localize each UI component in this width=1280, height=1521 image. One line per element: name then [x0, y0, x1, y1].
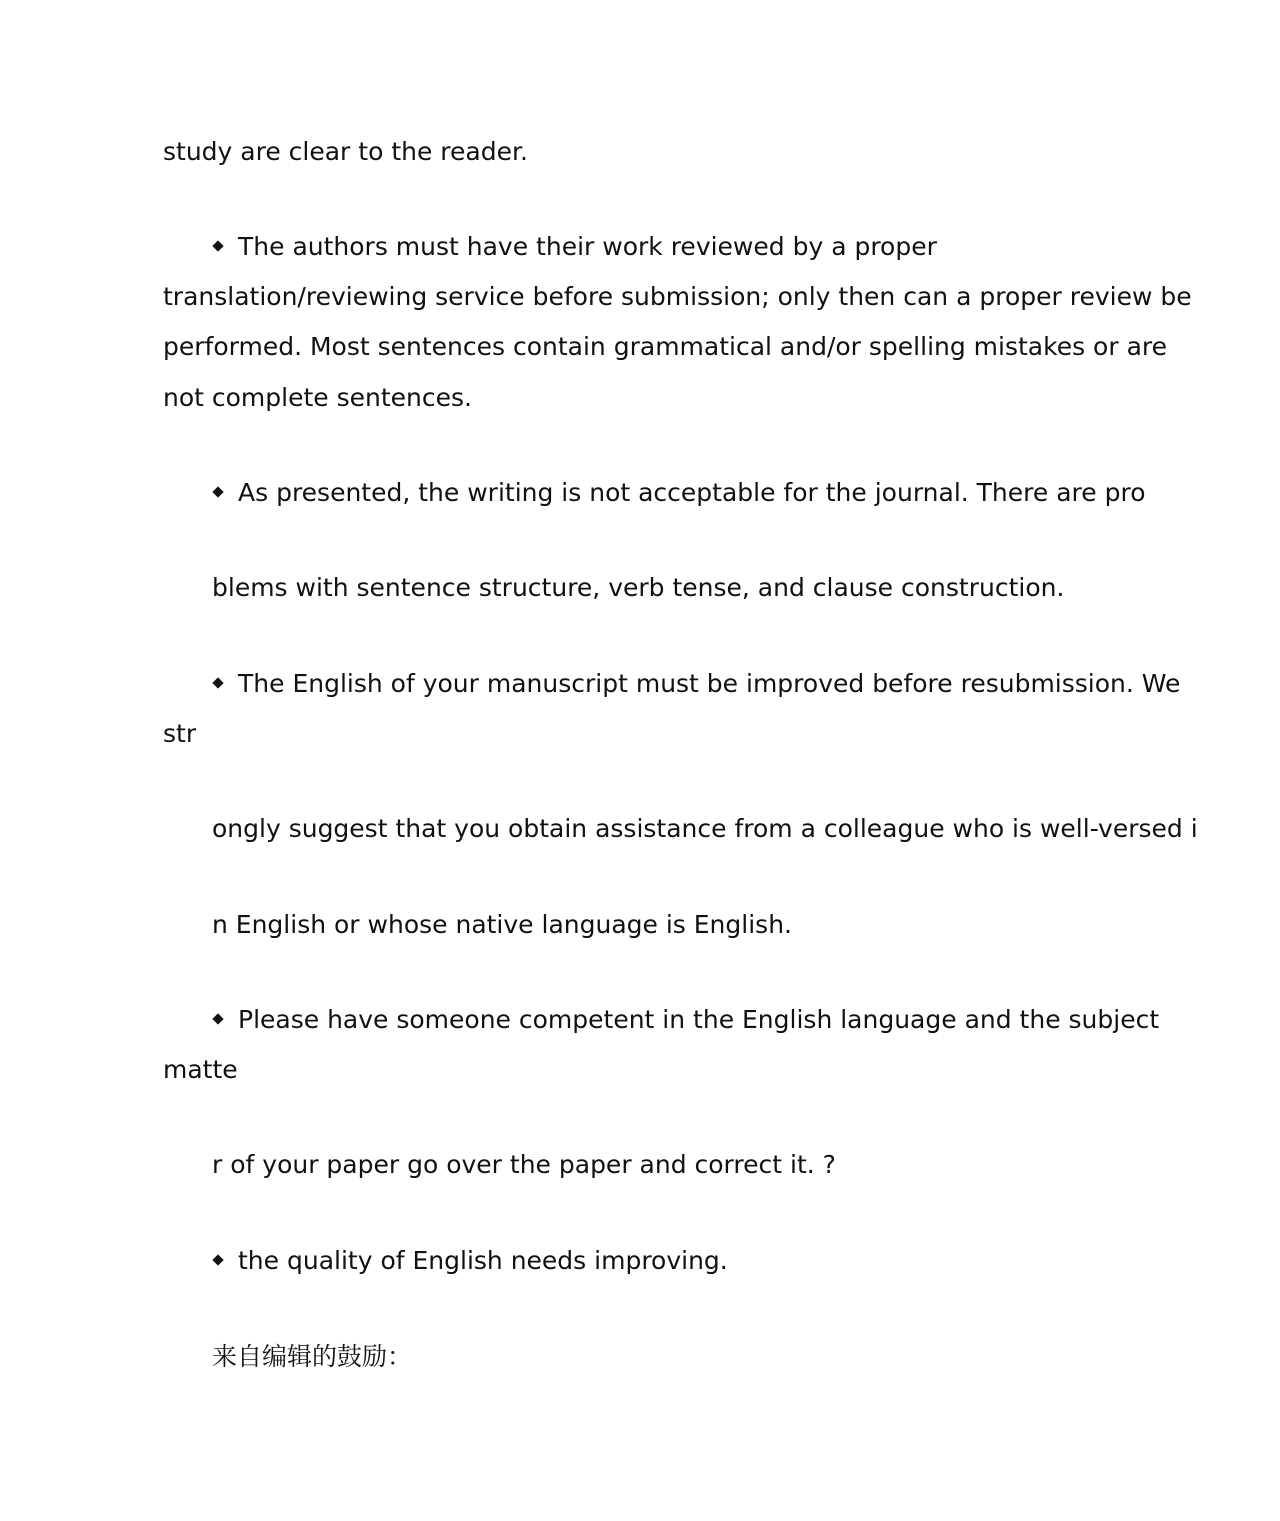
diamond-bullet-icon: [212, 1254, 224, 1266]
text-line: n English or whose native language is English.: [212, 910, 792, 939]
text-line: not complete sentences.: [163, 383, 472, 412]
bullet-item: [212, 1245, 728, 1277]
bullet-text: Please have someone competent in the English language and the subject: [238, 1005, 1160, 1034]
bullet-item: [212, 668, 1180, 700]
bullet-item: [212, 1004, 1159, 1036]
bullet-text: the quality of English needs improving.: [238, 1246, 728, 1275]
diamond-bullet-icon: [212, 240, 224, 252]
section-heading: 来自编辑的鼓励：: [212, 1342, 413, 1371]
diamond-bullet-icon: [212, 677, 224, 689]
bullet-text: The English of your manuscript must be improved before resubmission. We: [238, 669, 1181, 698]
text-line: translation/reviewing service before submission; only then can a proper review be: [163, 282, 1192, 311]
text-line: performed. Most sentences contain grammatical and/or spelling mistakes or are: [163, 332, 1168, 361]
diamond-bullet-icon: [212, 486, 224, 498]
bullet-text: The authors must have their work reviewed by a proper: [238, 232, 937, 261]
text-line: ongly suggest that you obtain assistance from a colleague who is well-versed i: [212, 814, 1198, 843]
text-line: study are clear to the reader.: [163, 137, 528, 166]
text-line: r of your paper go over the paper and correct it. ?: [212, 1150, 836, 1179]
bullet-item: [212, 231, 937, 263]
diamond-bullet-icon: [212, 1013, 224, 1025]
text-line: matte: [163, 1055, 238, 1084]
bullet-item: [212, 477, 1145, 509]
text-line: blems with sentence structure, verb tense, and clause construction.: [212, 573, 1065, 602]
text-line: str: [163, 719, 197, 748]
bullet-text: As presented, the writing is not acceptable for the journal. There are pro: [238, 478, 1146, 507]
